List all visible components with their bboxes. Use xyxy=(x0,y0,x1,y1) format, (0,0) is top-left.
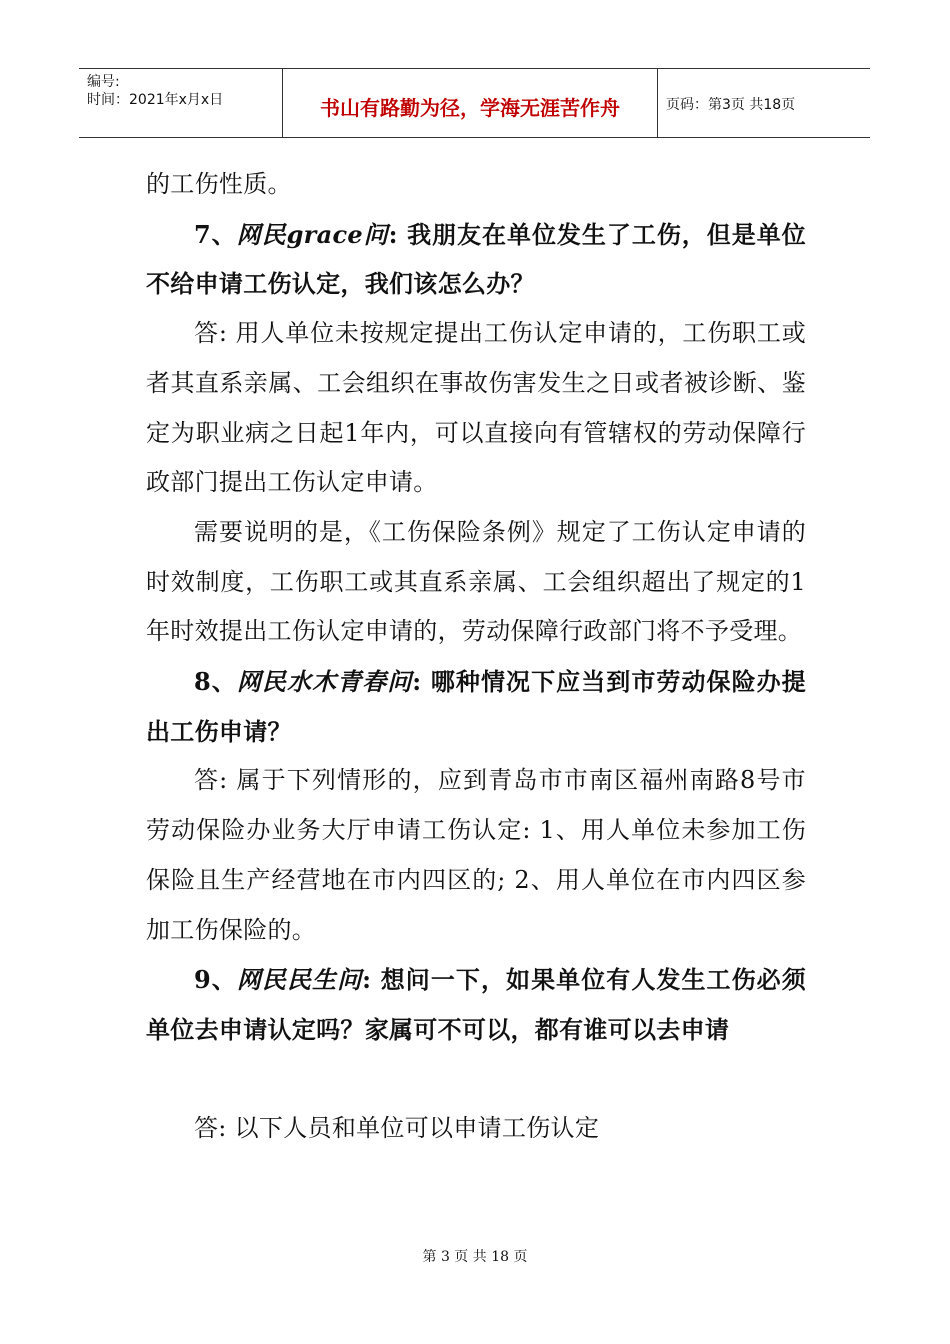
question-number: 7、 xyxy=(194,219,237,249)
header-page-label: 页码：第3页 共18页 xyxy=(666,97,796,113)
question-asker: 网民水木青春问 xyxy=(236,667,413,697)
document-body xyxy=(146,160,806,1154)
paragraph: 需要说明的是，《工伤保险条例》规定了工伤认定申请的时效制度，工伤职工或其直系亲属、工会组织超出了规定的1年时效提出工伤认定申请的，劳动保障行政部门将不予受理。 xyxy=(146,517,806,646)
header-left-cell xyxy=(79,69,283,137)
question-number: 9、 xyxy=(194,965,237,995)
code-label: 编号: xyxy=(87,74,120,90)
question-heading xyxy=(146,955,806,1054)
question-heading xyxy=(146,657,806,756)
blank-line xyxy=(146,1055,806,1105)
paragraph: 的工伤性质。 xyxy=(146,170,292,198)
paragraph: 答: 以下人员和单位可以申请工伤认定 xyxy=(194,1114,600,1143)
question-text: : 我朋友在单位发生了工伤，但是单位不给申请工伤认定，我们该怎么办？ xyxy=(146,219,806,299)
paragraph: 答: 属于下列情形的，应到青岛市市南区福州南路8号市劳动保险办业务大厅申请工伤认定: 1、用人单位未参加工伤保险且生产经营地在市内四区的; 2、用人单位在市内四区参加工伤保险的。 xyxy=(146,766,806,944)
page-footer: 第 3 页 共 18 页 xyxy=(422,1249,528,1265)
question-heading xyxy=(146,210,806,309)
question-text: : 想问一下，如果单位有人发生工伤必须单位去申请认定吗？家属可不可以，都有谁可以去申请 xyxy=(146,965,806,1044)
question-asker: 网民grace问 xyxy=(236,219,389,249)
date-line: 时间：2021年x月x日 xyxy=(87,92,224,108)
paragraph: 答: 用人单位未按规定提出工伤认定申请的，工伤职工或者其直系亲属、工会组织在事故伤害发生之日或者被诊断、鉴定为职业病之日起1年内，可以直接向有管辖权的劳动保障行政部门提出工伤认定申请。 xyxy=(146,319,806,497)
question-number: 8、 xyxy=(194,667,237,697)
page-header xyxy=(79,68,870,138)
question-text: : 哪种情况下应当到市劳动保险办提出工伤申请？ xyxy=(146,667,806,746)
header-motto: 书山有路勤为径，学海无涯苦作舟 xyxy=(283,69,658,137)
question-asker: 网民民生问 xyxy=(236,965,363,995)
